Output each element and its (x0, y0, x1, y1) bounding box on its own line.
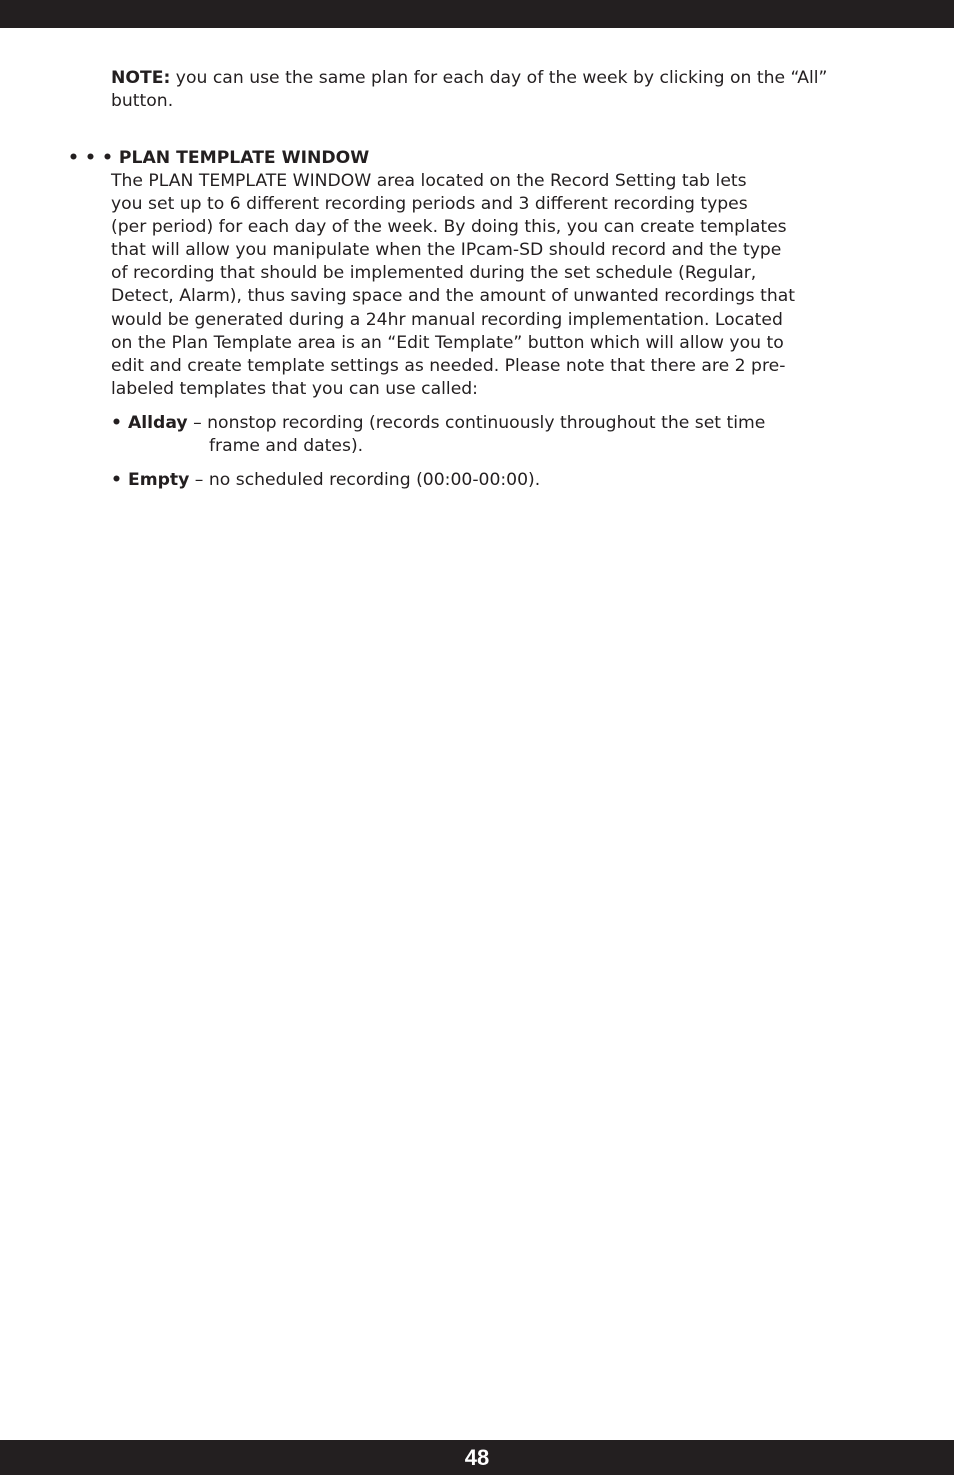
section-line: The PLAN TEMPLATE WINDOW area located on the Record Setting tab lets (111, 171, 747, 191)
template-term: • Allday (111, 413, 188, 433)
section-line: would be generated during a 24hr manual recording implementation. Located (111, 309, 783, 330)
section-line: that will allow you manipulate when the IPcam-SD should record and the type (111, 240, 782, 261)
section-line: Detect, Alarm), thus saving space and the amount of unwanted recordings that (111, 286, 796, 307)
section-line: on the Plan Template area is an “Edit Template” button which will allow you to (111, 332, 784, 353)
template-description-continued: frame and dates). (209, 436, 364, 457)
template-description: – no scheduled recording (00:00-00:00). (189, 470, 541, 490)
section-line: you set up to 6 different recording periods and 3 different recording types (111, 194, 748, 215)
section-line: edit and create template settings as needed. Please note that there are 2 pre- (111, 355, 786, 376)
page-number: 48 (464, 1445, 490, 1470)
note-label: NOTE: (111, 68, 171, 88)
template-term: • Empty (111, 470, 190, 490)
template-item-empty (111, 469, 891, 492)
top-bar (0, 0, 954, 28)
note-text: you can use the same plan for each day of the week by clicking on the “All” button. (111, 68, 828, 112)
template-item-allday (111, 412, 891, 458)
section-line: of recording that should be implemented during the set schedule (Regular, (111, 263, 757, 284)
note-paragraph (111, 67, 891, 113)
section-heading: • • • PLAN TEMPLATE WINDOW (68, 148, 370, 168)
template-description: – nonstop recording (records continuously throughout the set time (187, 413, 766, 433)
section-line: labeled templates that you can use called: (111, 378, 478, 399)
section-body (111, 170, 891, 401)
section-line: (per period) for each day of the week. By doing this, you can create templates (111, 217, 787, 238)
